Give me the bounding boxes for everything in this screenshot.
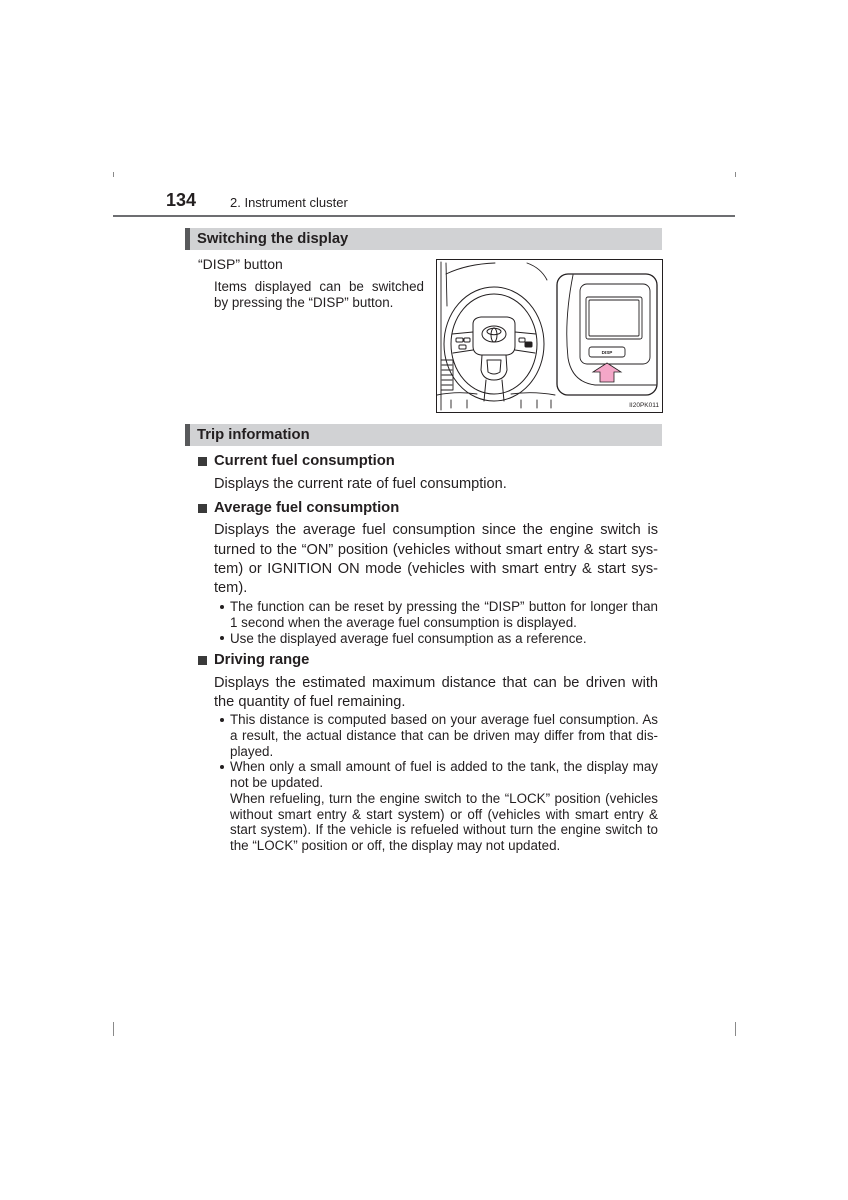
body-line: Displays the current rate of fuel consumption.	[214, 475, 507, 492]
page-number: 134	[166, 190, 197, 210]
heading-text: Average fuel consumption	[214, 499, 400, 516]
heading-driving-range	[198, 651, 658, 670]
lower-hub	[481, 355, 507, 380]
note-continuation-line: without smart entry & start system) or off (vehicles with smart entry &	[230, 806, 658, 822]
heading-text: Current fuel consumption	[214, 452, 395, 469]
body-line: tem).	[214, 580, 248, 597]
note-item	[219, 631, 658, 647]
description-line: Items displayed can be switched	[214, 279, 424, 295]
disp-switch-location	[525, 342, 532, 347]
heading-text: Driving range	[214, 651, 310, 668]
spoke-switch	[464, 338, 470, 342]
disp-button-text: DISP	[601, 349, 613, 355]
note-line: When only a small amount of fuel is added to the tank, the display may	[230, 759, 658, 775]
section-title: Trip information	[197, 427, 310, 443]
spoke-switch	[456, 338, 463, 342]
section-bar-switching-display	[185, 228, 662, 250]
left-spoke	[452, 332, 473, 353]
crop-mark-bottom-right	[735, 1022, 736, 1036]
average-fuel-body	[214, 521, 658, 598]
section-bar-trip-information	[185, 424, 662, 446]
body-line: turned to the “ON” position (vehicles without smart entry & start sys-	[214, 541, 658, 558]
dash-line	[527, 263, 547, 280]
heading-current-fuel-consumption	[198, 452, 658, 471]
crop-mark-top-left	[113, 172, 114, 177]
section-bar-accent	[185, 424, 190, 446]
note-line: Use the displayed average fuel consumption as a reference.	[230, 630, 587, 646]
steering-wheel-illustration	[437, 260, 662, 412]
square-bullet-icon	[198, 656, 207, 665]
note-item	[219, 712, 658, 759]
crop-mark-top-right	[735, 172, 736, 177]
crop-mark-bottom-left	[113, 1022, 114, 1036]
note-item	[219, 599, 658, 631]
note-line: not be updated.	[230, 775, 324, 791]
steering-column	[484, 380, 504, 401]
round-bullet-icon	[220, 718, 224, 722]
section-bar-accent	[185, 228, 190, 250]
heading-average-fuel-consumption	[198, 499, 658, 518]
note-continuation-line: When refueling, turn the engine switch to the “LOCK” position (vehicles	[230, 790, 658, 806]
zoom-inset	[557, 274, 657, 395]
vent-slats	[442, 365, 452, 385]
current-fuel-body	[214, 475, 658, 494]
note-line: 1 second when the average fuel consumption is displayed.	[230, 614, 577, 630]
driving-range-body	[214, 674, 658, 712]
average-fuel-notes	[219, 599, 658, 646]
square-bullet-icon	[198, 457, 207, 466]
spoke-switch	[459, 345, 466, 349]
header-rule	[113, 215, 735, 217]
disp-button-label: “DISP” button	[198, 256, 283, 272]
round-bullet-icon	[220, 765, 224, 769]
chapter-title: 2. Instrument cluster	[230, 195, 348, 210]
note-line: This distance is computed based on your average fuel consumption. As	[230, 712, 658, 728]
steering-wheel	[444, 287, 544, 401]
pillar-line	[446, 263, 447, 306]
lower-hub-inner	[487, 360, 501, 374]
round-bullet-icon	[220, 636, 224, 640]
body-line: tem) or IGNITION ON mode (vehicles with smart entry & start sys-	[214, 560, 658, 577]
body-line: the quantity of fuel remaining.	[214, 693, 406, 710]
disp-button-description	[214, 279, 424, 310]
body-line: Displays the estimated maximum distance that can be driven with	[214, 674, 658, 691]
dash-ticks	[451, 400, 551, 408]
dash-line	[446, 263, 495, 274]
note-line: a result, the actual distance that can be driven may differ from that dis-	[230, 727, 658, 743]
note-line: played.	[230, 743, 274, 759]
description-line: by pressing the “DISP” button.	[214, 294, 394, 310]
note-line: The function can be reset by pressing the “DISP” button for longer than	[230, 599, 658, 615]
figure-steering-switch	[436, 259, 663, 413]
spoke-switch	[519, 338, 525, 342]
driving-range-notes	[219, 712, 658, 854]
steering-hub	[473, 317, 515, 355]
body-line: Displays the average fuel consumption since the engine switch is	[214, 522, 658, 539]
round-bullet-icon	[220, 605, 224, 609]
note-continuation-line: the “LOCK” position or off, the display may not updated.	[230, 838, 561, 854]
note-continuation-line: start system). If the vehicle is refueled without turn the engine switch to	[230, 822, 658, 838]
square-bullet-icon	[198, 504, 207, 513]
section-title: Switching the display	[197, 231, 349, 247]
figure-caption: II20PK011	[629, 402, 659, 409]
note-item	[219, 759, 658, 854]
